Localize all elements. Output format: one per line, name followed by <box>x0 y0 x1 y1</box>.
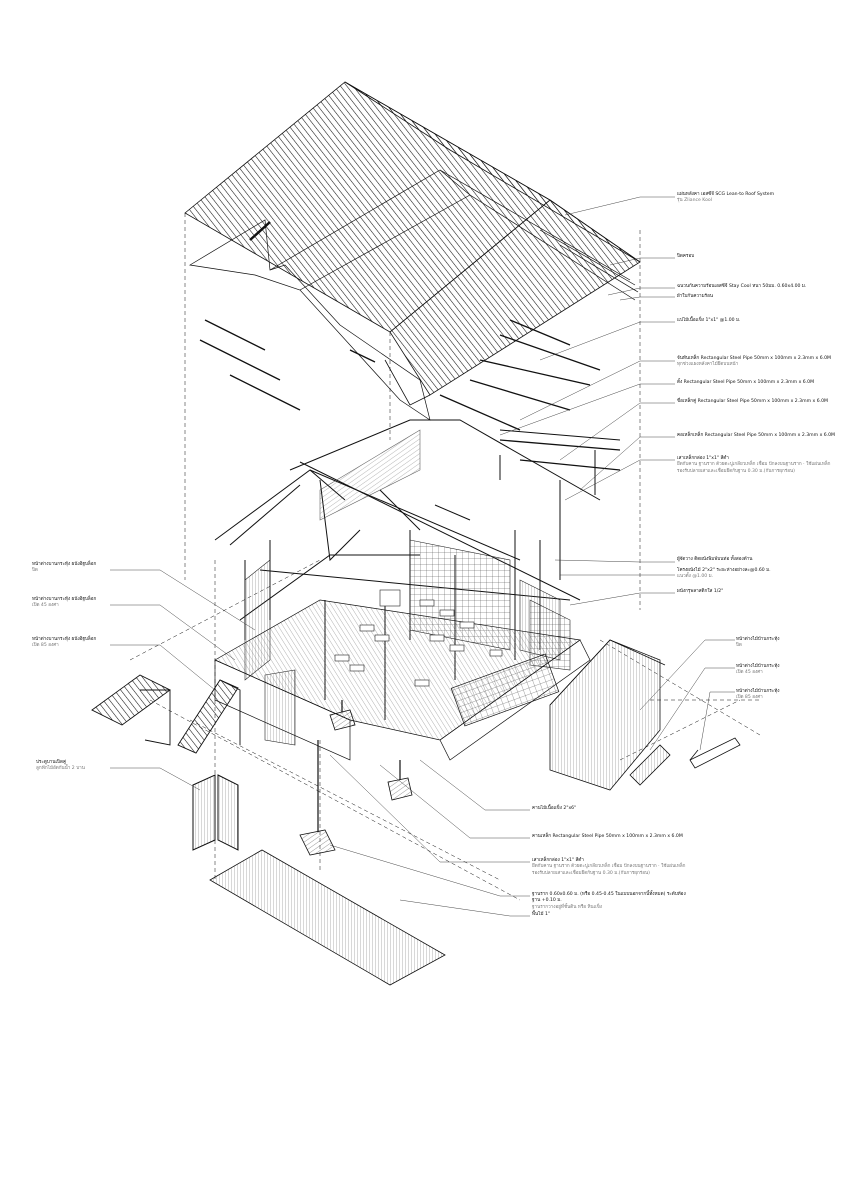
label-main: ขื่อเหล็กคู่ Rectangular Steel Pipe 50mm x 100mm x 2.3mm x 6.0M <box>677 399 828 404</box>
label-sub: เปิด 45 องศา <box>32 603 59 609</box>
label-main: คอเหล็กเหล็ก Rectangular Steel Pipe 50mm x 100mm x 2.3mm x 6.0M <box>677 433 836 438</box>
label-main: ผู้จัดวาง ติดผนังพิมพ์บนท่อ ทั้งสองด้าน <box>677 557 753 562</box>
label-sub: ปิด <box>32 568 38 574</box>
label-main: จันทันเหล็ก Rectangular Steel Pipe 50mm x 100mm x 2.3mm x 6.0M <box>677 356 831 361</box>
label-main: หน้าต่างไม้บ้านกระทุ้ง <box>736 637 780 642</box>
label-window-85 <box>32 637 96 650</box>
label-main: ฐานราก 0.60x0.60 ม. (หรือ 0.45-0.45 ในแบบนอกจากนี้ทั้งหมด) ระดับท้องฐาน +0.10 ม. <box>532 892 686 904</box>
label-main: ผนังกรุพลาสติกใส 1/2" <box>677 589 724 594</box>
label-floor-deck <box>532 912 550 918</box>
label-sub: ยึดกับคาน ฐานราก ด้วยตะปูเกลียวเหล็ก เชื่อม ปักลงบนฐานราก · ใช้แผ่นเหล็กรองรับปลายเสาและเชื่อมยึดกับฐาน 0.30 ม.(กันการผุกร่อน) <box>677 462 831 474</box>
label-main: ตั้ง Rectangular Steel Pipe 50mm x 100mm x 2.3mm x 6.0M <box>677 380 815 385</box>
label-main: ปิดครอบ <box>677 254 695 259</box>
label-clear-panel <box>677 589 723 595</box>
label-main: เสาเหล็กกล่อง 1"x1" สีดำ <box>677 456 729 461</box>
label-side-window-85 <box>736 689 780 702</box>
label-main: หน้าต่างไม้บ้านกระทุ้ง <box>736 689 780 694</box>
label-main: คานไม้เนื้อแข็ง 2"x6" <box>532 806 577 811</box>
label-main: หน้าต่างไม้บ้านกระทุ้ง <box>736 664 780 669</box>
label-ridge-cap <box>677 254 694 260</box>
label-main: ฉนวนกันความร้อนเอสซีจี Stay Cool หนา 50มม. 0.60x4.00 ม. <box>677 284 807 289</box>
label-footing <box>532 892 692 911</box>
double-door <box>193 775 238 850</box>
label-main: ผ้าใบกันความร้อน <box>677 294 713 299</box>
label-main: หน้าต่างบานกระทุ้ง ผนังอิฐบล็อก <box>32 597 97 602</box>
label-window-45 <box>32 597 96 610</box>
label-roof-sheet <box>677 192 774 205</box>
label-fixture <box>677 557 752 563</box>
label-bottom-column <box>532 858 692 877</box>
label-heat-membrane <box>677 294 713 300</box>
label-wall-frame <box>677 568 771 581</box>
label-sub: ลูกฟักไม้อัดกันน้ำ 2 บาน <box>36 766 85 772</box>
label-side-window-closed <box>736 637 780 650</box>
label-sub: เปิด 45 องศา <box>736 670 763 676</box>
label-steel-brace <box>677 433 835 439</box>
label-side-window-45 <box>736 664 780 677</box>
label-sub: รุ่น Zliance Kool <box>677 198 712 204</box>
label-steel-beam <box>532 834 683 840</box>
label-main: หน้าต่างบานกระทุ้ง ผนังอิฐบล็อก <box>32 562 97 567</box>
label-sub: เปิด 85 องศา <box>736 695 763 701</box>
floor-deck-boards <box>210 850 445 985</box>
label-main: หน้าต่างบานกระทุ้ง ผนังอิฐบล็อก <box>32 637 97 642</box>
label-sub: เปิด 85 องศา <box>32 643 59 649</box>
label-rafter <box>677 356 831 369</box>
label-box-column <box>677 456 837 475</box>
label-double-door <box>36 760 85 773</box>
label-purlin <box>677 318 741 324</box>
label-main: แปไม้เนื้อแข็ง 1"x1" @1.00 ม. <box>677 318 741 323</box>
left-window-panels <box>92 675 240 753</box>
label-double-tie <box>677 399 828 405</box>
label-main: โครงผนังไม้ 2"x2" ระยะห่างอย่างละ@0.60 ม. <box>677 568 771 573</box>
label-main: แผ่นหลังคา เอสซีจี SCG Lean-to Roof System <box>677 192 775 197</box>
label-sub: แนวตั้ง @1.00 ม. <box>677 574 714 580</box>
label-sub: ทุกช่วงแผงหลังคาไม้ยึดบนหน้า <box>677 362 739 368</box>
label-main: คานเหล็ก Rectangular Steel Pipe 50mm x 100mm x 2.3mm x 6.0M <box>532 834 683 839</box>
roof-sheet <box>185 82 640 405</box>
label-main: เสาเหล็กกล่อง 1"x1" สีดำ <box>532 858 584 863</box>
label-timber-beam <box>532 806 576 812</box>
label-main: พื้นไม้ 1" <box>532 912 551 917</box>
label-window-closed <box>32 562 96 575</box>
label-sub: ฐานรากวางอยู่ที่ชั้นดิน หรือ หินแข็ง <box>532 904 603 910</box>
label-insulation <box>677 284 806 290</box>
label-king-post <box>677 380 814 386</box>
label-sub: ปิด <box>736 643 742 649</box>
label-main: ประตูบานเปิดคู่ <box>36 760 67 765</box>
label-sub: ยึดกับคาน ฐานราก ด้วยตะปูเกลียวเหล็ก เชื่อม ปักลงบนฐานราก · ใช้แผ่นเหล็กรองรับปลายเสาและเชื่อมยึดกับฐาน 0.30 ม.(กันการผุกร่อน) <box>532 864 686 876</box>
